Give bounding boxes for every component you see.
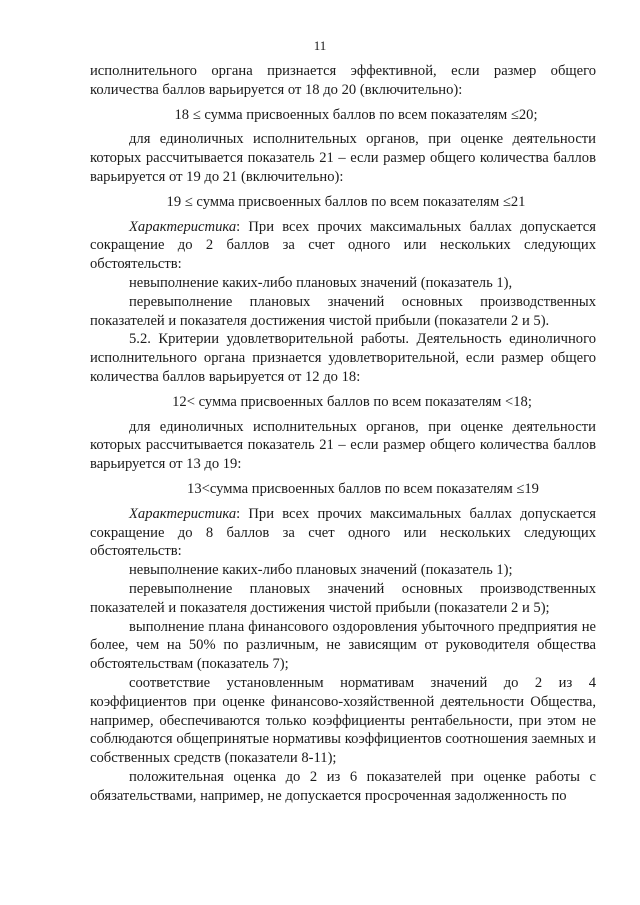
paragraph: положительная оценка до 2 из 6 показателей при оценке работы с обязательствами, например, не допускается просроченная задолженность по <box>90 768 596 804</box>
page-number: 11 <box>313 38 327 53</box>
characteristic-paragraph <box>90 218 596 274</box>
characteristic-paragraph <box>90 505 596 561</box>
formula: 13<сумма присвоенных баллов по всем показателям ≤19 <box>187 480 539 497</box>
paragraph: для единоличных исполнительных органов, при оценке деятельности которых рассчитывается показатель 21 – если размер общего количества баллов варьируется от 19 до 21 (включительно): <box>90 131 596 185</box>
characteristic-label: Характеристика <box>129 505 237 522</box>
formula: 19 ≤ сумма присвоенных баллов по всем показателям ≤21 <box>166 193 526 210</box>
paragraph: соответствие установленным нормативам значений до 2 из 4 коэффициентов при оценке финансово-хозяйственной деятельности Общества, например, обеспечиваются только коэффициенты рентабельности, при этом не соблюдаются общепринятые нормативы коэффициентов соотношения заемных и собственных средств (показатели 8-11); <box>90 674 596 767</box>
characteristic-text: : При всех прочих максимальных баллах допускается сокращение до 2 баллов за счет одного или нескольких следующих обстоятельств: <box>90 218 596 273</box>
paragraph: выполнение плана финансового оздоровления убыточного предприятия не более, чем на 50% по различным, не зависящим от руководителя общества обстоятельствам (показатель 7); <box>90 618 596 673</box>
paragraph: перевыполнение плановых значений основных производственных показателей и показателя достижения чистой прибыли (показатели 2 и 5). <box>90 293 596 329</box>
section-paragraph: 5.2. Критерии удовлетворительной работы. Деятельность единоличного исполнительного органа признается удовлетворительной, если размер общего количества баллов варьируется от 12 до 18: <box>90 331 596 385</box>
characteristic-text: : При всех прочих максимальных баллах допускается сокращение до 8 баллов за счет одного или нескольких следующих обстоятельств: <box>90 505 596 560</box>
paragraph: исполнительного органа признается эффективной, если размер общего количества баллов варьируется от 18 до 20 (включительно): <box>90 63 596 98</box>
paragraph: для единоличных исполнительных органов, при оценке деятельности которых рассчитывается показатель 21 – если размер общего количества баллов варьируется от 13 до 19: <box>90 418 596 473</box>
formula: 12< сумма присвоенных баллов по всем показателям <18; <box>172 393 532 410</box>
paragraph: невыполнение каких-либо плановых значений (показатель 1); <box>129 562 513 579</box>
paragraph: перевыполнение плановых значений основных производственных показателей и показателя достижения чистой прибыли (показатели 2 и 5); <box>90 580 596 616</box>
paragraph: невыполнение каких-либо плановых значений (показатель 1), <box>129 274 513 291</box>
formula: 18 ≤ сумма присвоенных баллов по всем показателям ≤20; <box>174 106 538 123</box>
document-body <box>90 62 596 805</box>
characteristic-label: Характеристика <box>129 218 237 235</box>
